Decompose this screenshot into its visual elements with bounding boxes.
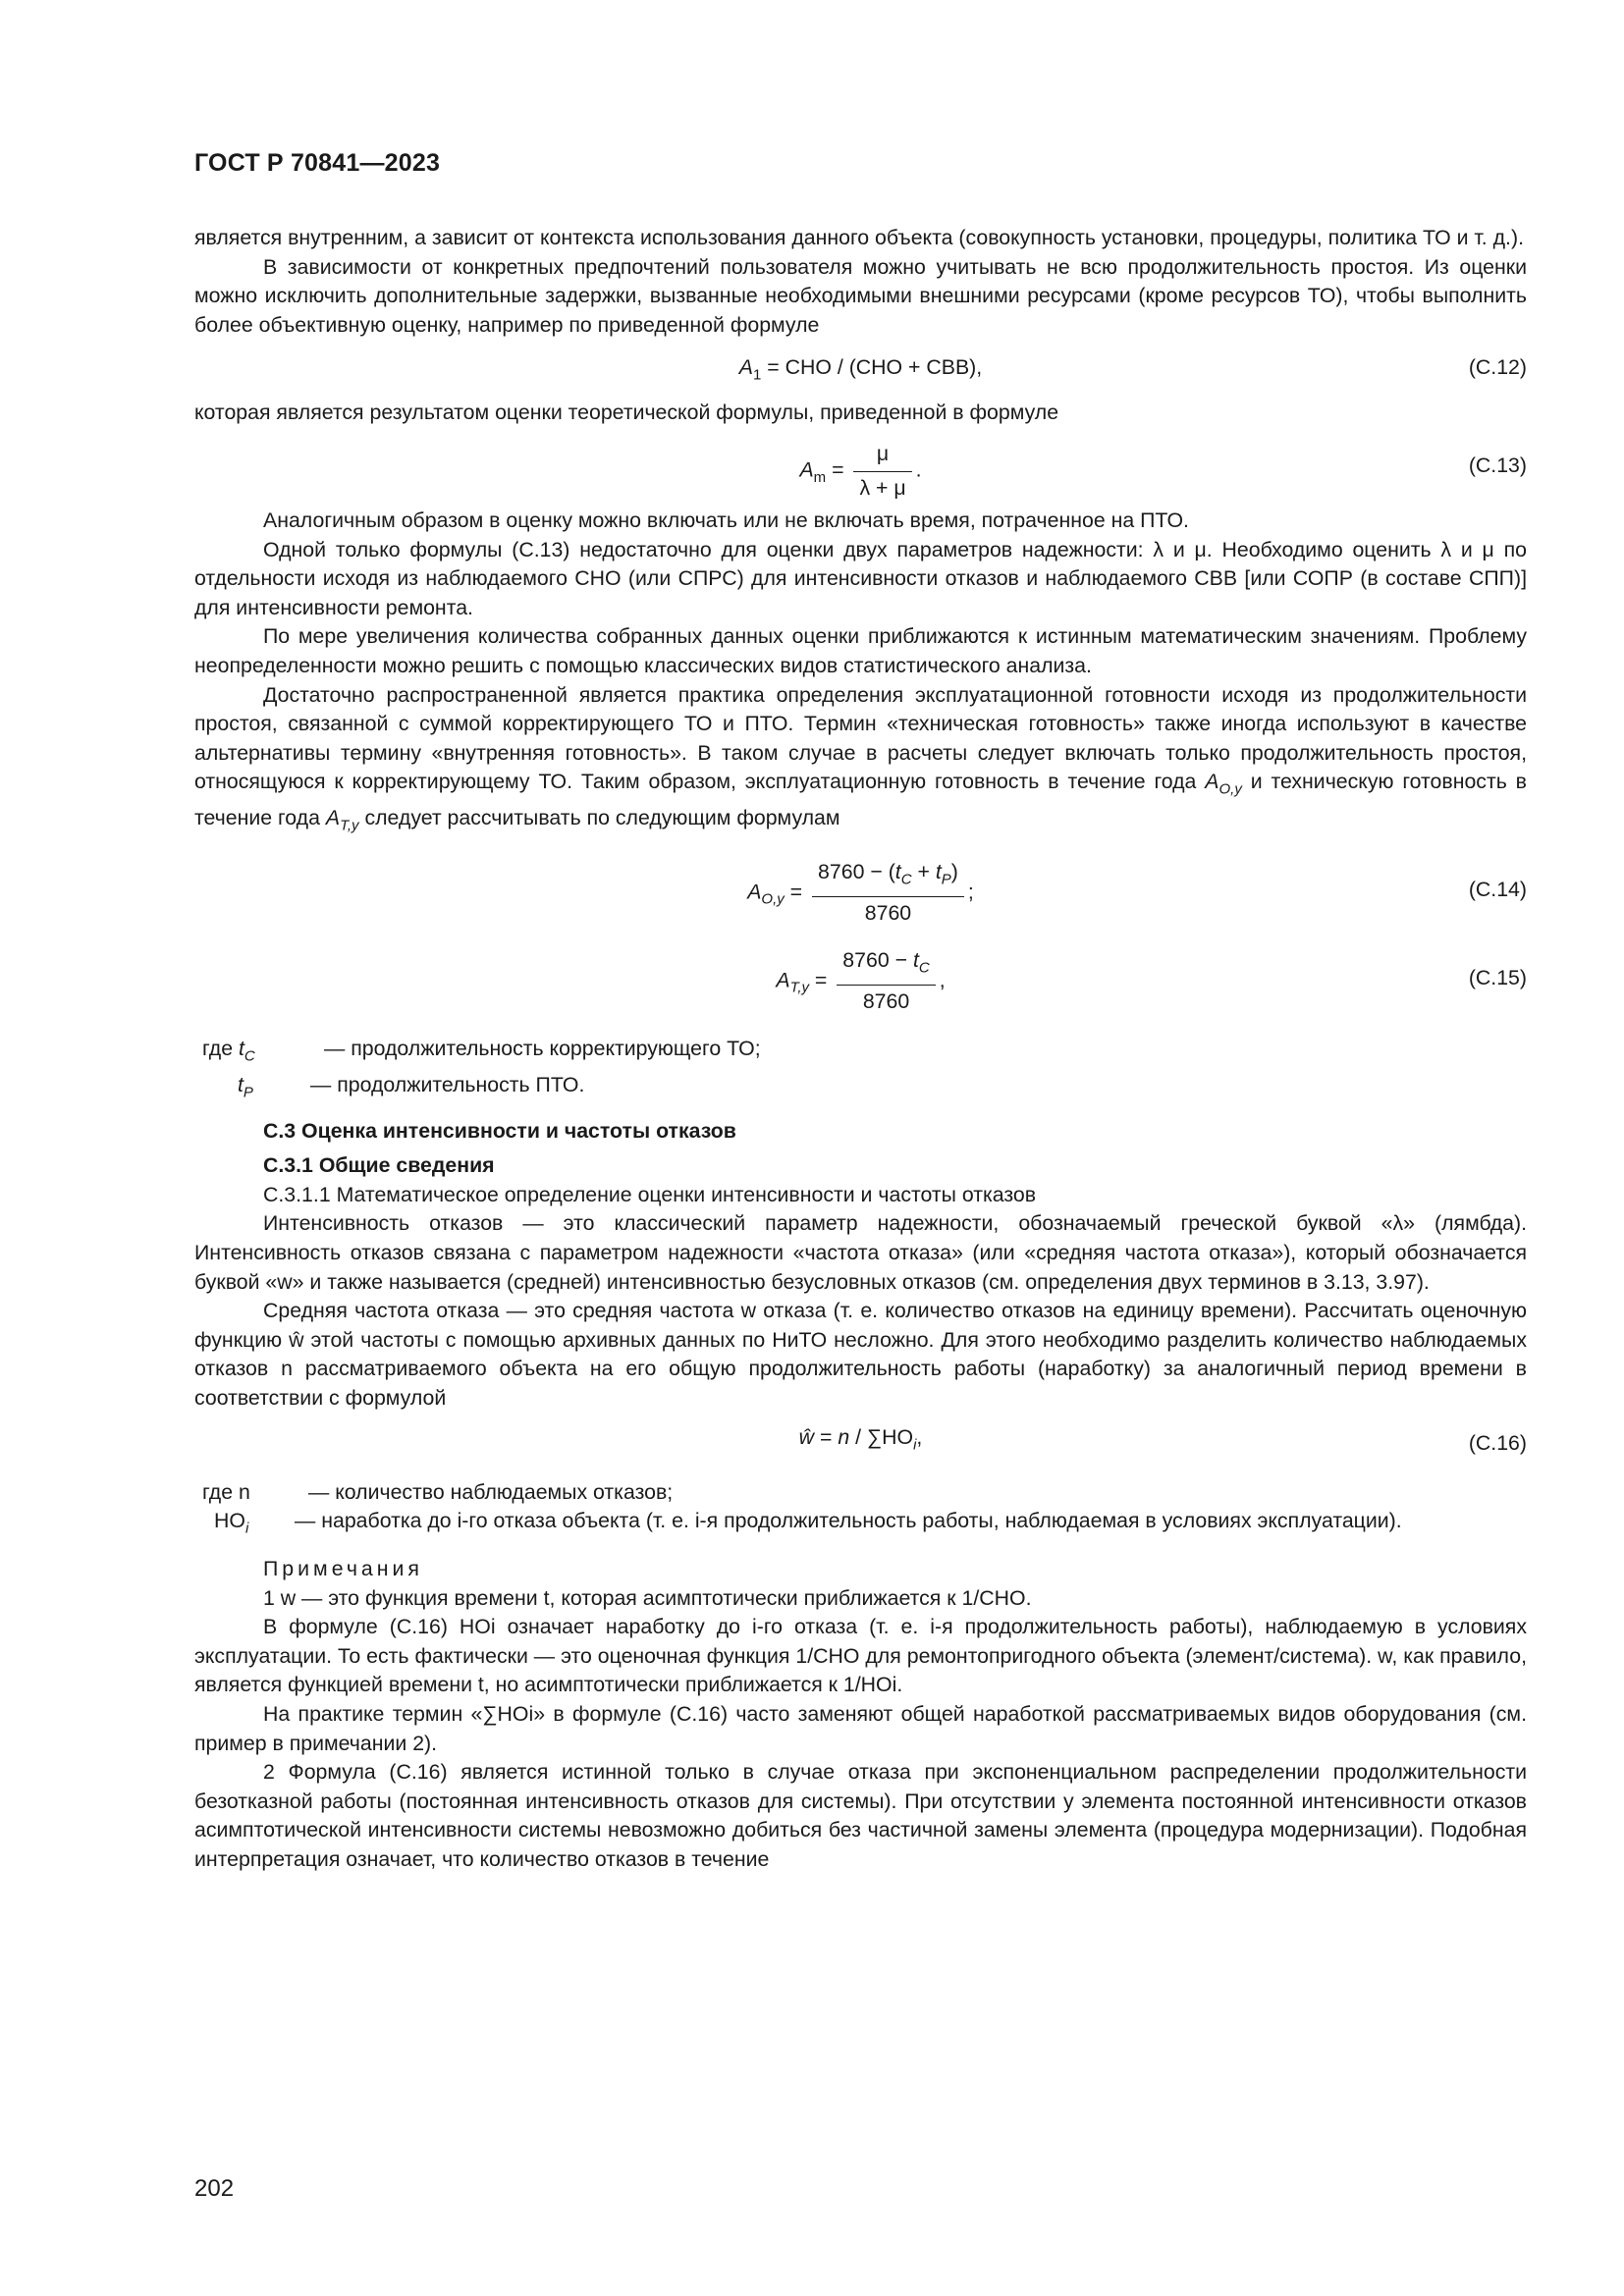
definition-row: $НО_i$ — наработка до i-го отказа объекта (т. е. i-я продолжительность работы, наблюдаемая в условиях эксплуатации). [194, 1507, 1527, 1543]
definition-row: где $t_C$ — продолжительность корректирующего ТО; [194, 1035, 1527, 1071]
fraction-denominator: 8760 [862, 988, 910, 1013]
definition-text: — продолжительность корректирующего ТО; [324, 1037, 761, 1060]
formula-subscript: T,y [789, 979, 810, 996]
inline-symbol: A [1205, 770, 1219, 794]
formula-number: (С.12) [1468, 355, 1527, 380]
definition-row: $t_P$ — продолжительность ПТО. [194, 1071, 1527, 1107]
definition-text: — продолжительность ПТО. [310, 1072, 585, 1096]
formula-equals: = [826, 457, 850, 482]
formula-number: (С.14) [1468, 878, 1527, 901]
formula-subscript: 1 [753, 366, 762, 384]
paragraph: С.3.1.1 Математическое определение оценки интенсивности и частоты отказов [263, 1182, 1037, 1206]
paragraph-text: и техническую готовность в течение года [194, 770, 1527, 830]
note: На практике термин «∑НОi» в формуле (С.16) часто заменяют общей наработкой рассматриваемых видов оборудования (см. пример в примечании 2). [194, 1702, 1527, 1755]
inline-symbol: A [325, 806, 341, 830]
paragraph [194, 681, 1527, 840]
definition-row: где n — количество наблюдаемых отказов; [194, 1478, 1527, 1508]
formula-tail: , [939, 968, 946, 992]
formula-c15 [194, 938, 1527, 1035]
formula-number: (С.13) [1468, 453, 1527, 477]
formula-subscript: O,y [761, 890, 785, 908]
definition-text: — количество наблюдаемых отказов; [308, 1479, 674, 1504]
page-number: 202 [194, 2175, 235, 2202]
formula-tail: . [915, 457, 922, 482]
document-header: ГОСТ Р 70841—2023 [194, 149, 441, 177]
notes-heading: Примечания [263, 1557, 423, 1581]
paragraph: является внутренним, а зависит от контекста использования данного объекта (совокупность установки, процедуры, политика ТО и т. д.). [194, 226, 1524, 249]
fraction-numerator: $8760 - (t_C + t_P)$ [812, 858, 964, 897]
inline-subscript: T,y [340, 817, 359, 834]
fraction [853, 440, 911, 503]
formula-equals: = [784, 880, 809, 904]
formula-c12 [194, 340, 1527, 399]
formula-symbol: A [776, 968, 790, 992]
paragraph: Средняя частота отказа — это средняя частота w отказа (т. е. количество отказов на единицу времени). Рассчитать оценочную функцию ŵ этой частоты с помощью архивных данных по НиТО несложно. Для этого необходимо разделить количество наблюдаемых отказов n рассматриваемого объекта на его общую продолжительность работы (наработку) за аналогичный период времени в соответствии с формулой [194, 1299, 1527, 1411]
fraction-denominator: λ + μ [859, 475, 906, 500]
formula-symbol: ŵ [798, 1424, 815, 1449]
formula-tail: ; [967, 880, 974, 904]
formula-symbol: A [747, 880, 762, 904]
paragraph: Аналогичным образом в оценку можно включать или не включать время, потраченное на ПТО. [263, 507, 1189, 532]
paragraph: которая является результатом оценки теоретической формулы, приведенной в формуле [194, 400, 1059, 425]
formula-symbol: A [738, 355, 754, 380]
definitions-list [194, 1035, 1527, 1107]
note: 1 w — это функция времени t, которая асимптотически приближается к 1/СНО. [263, 1585, 1032, 1610]
formula-equals: = [809, 968, 834, 992]
formula-subscript: m [813, 468, 827, 486]
fraction-denominator: 8760 [864, 900, 912, 925]
paragraph: Интенсивность отказов — это классический параметр надежности, обозначаемый греческой буквой «λ» (лямбда). Интенсивность отказов связана с параметром надежности «частота отказа» (или «средняя частота отказа»), который обозначается буквой «w» и также называется (средней) интенсивностью безусловных отказов (см. определения двух терминов в 3.13, 3.97). [194, 1211, 1527, 1294]
paragraph: По мере увеличения количества собранных данных оценки приближаются к истинным математическим значениям. Проблему неопределенности можно решить с помощью классических видов статистического анализа. [194, 624, 1527, 677]
paragraph: В зависимости от конкретных предпочтений пользователя можно учитывать не всю продолжительность простоя. Из оценки можно исключить дополнительные задержки, вызванные необходимыми внешними ресурсами (кроме ресурсов ТО), чтобы выполнить более объективную оценку, например по приведенной формуле [194, 254, 1527, 337]
fraction-numerator: $8760 - t_C$ [837, 946, 935, 986]
paragraph: Одной только формулы (С.13) недостаточно для оценки двух параметров надежности: λ и μ. Необходимо оценить λ и μ по отдельности исходя из наблюдаемого СНО (или СПРС) для интенсивности отказов и наблюдаемого СВВ [или СОПР (в составе СПП)] для интенсивности ремонта. [194, 537, 1527, 619]
definitions-list [194, 1478, 1527, 1543]
subsection-heading: С.3.1 Общие сведения [263, 1153, 495, 1178]
inline-subscript: O,y [1218, 780, 1242, 798]
paragraph-text: следует рассчитывать по следующим формулам [358, 806, 840, 830]
note: 2 Формула (С.16) является истинной только в случае отказа при экспоненциальном распределении продолжительности безотказной работы (постоянная интенсивность отказов для системы). При отсутствии у элемента постоянной интенсивности отказов асимптотической интенсивности системы невозможно добиться без частичной замены элемента (процедура модернизации). Подобная интерпретация означает, что количество отказов в течение [194, 1760, 1527, 1871]
fraction-numerator: μ [853, 440, 911, 472]
fraction [812, 858, 964, 928]
definition-text: — наработка до i-го отказа объекта (т. е. i-я продолжительность работы, наблюдаемая в условиях эксплуатации). [295, 1509, 1402, 1533]
formula-number: (С.16) [1468, 1430, 1527, 1455]
section-heading: С.3 Оценка интенсивности и частоты отказов [263, 1118, 736, 1143]
formula-symbol: A [799, 457, 814, 482]
formula-expression: = СНО / (СНО + СВВ), [761, 355, 983, 380]
formula-number: (С.15) [1468, 966, 1527, 989]
formula-c14 [194, 840, 1527, 938]
note: В формуле (С.16) НОi означает наработку до i-го отказа (т. е. i-я продолжительность работы), наблюдаемую в условиях эксплуатации. То есть фактически — это оценочная функция 1/СНО для ремонтопригодного объекта (элемент/система). w, как правило, является функцией времени t, но асимптотически приближается к 1/НОi. [194, 1615, 1527, 1697]
formula-c13 [194, 428, 1527, 507]
fraction [837, 946, 935, 1016]
paragraph-text: Достаточно распространенной является практика определения эксплуатационной готовности исходя из продолжительности простоя, связанной с суммой корректирующего ТО и ПТО. Термин «техническая готовность» также иногда используют в качестве альтернативы термину «внутренняя готовность». В таком случае в расчеты следует включать только продолжительность простоя, относящуюся к корректирующему ТО. Таким образом, эксплуатационную готовность в течение года [194, 682, 1527, 794]
document-body [194, 224, 1527, 1875]
formula-c16: ŵ = n / $\sum НО_i$, (С.16) [194, 1414, 1527, 1478]
